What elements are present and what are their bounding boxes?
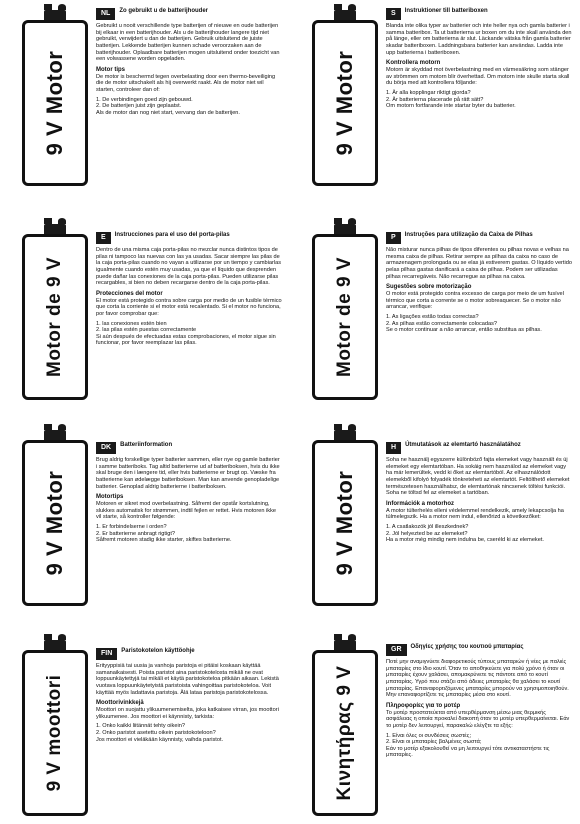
check-item: 2. As pilhas estão correctamente colocadas? [386, 320, 498, 327]
subheading: Protecciones del motor [96, 290, 163, 297]
body-paragraph: De motor is beschermd tegen overbelasting door een thermo-beveiliging die de motor uitschakelt als hij overwerkt raakt. Als de motor niet wil starten, controleer dan of: [96, 73, 276, 94]
battery-label: 9 V Motor [42, 50, 67, 156]
heading: Paristokotelon käyttöohje [121, 648, 195, 654]
check-item: 1. Είναι όλες οι συνδέσεις σωστές; [386, 732, 472, 739]
check-item: 1. Er forbindelserne i orden? [96, 524, 167, 531]
instructions-text [96, 442, 282, 547]
check-item: 2. Jól helyezted be az elemeket? [386, 530, 468, 537]
section-s [290, 0, 580, 206]
heading: Οδηγίες χρήσης του κουτιού μπαταρίας [410, 644, 524, 650]
check-item: 1. Är alla kopplingar riktigt gjorda? [386, 90, 471, 97]
check-item: 2. Onko paristot asetettu oikein paristokoteloon? [96, 730, 216, 737]
footer-paragraph: Såfremt motoren stadig ikke starter, skiftes batterierne. [96, 537, 232, 544]
language-badge: E [96, 232, 111, 244]
heading: Útmutatások az elemtartó használatához [405, 442, 521, 448]
check-item: 1. As ligações estão todas correctas? [386, 314, 479, 321]
body-paragraph: A motor túlterhelés elleni védelemmel rendelkezik, amely lekapcsolja ha túlmelegszik. Ha a motor nem indul, ellenőrizd a következőket: [386, 507, 564, 521]
battery-label: Motor de 9 V [44, 256, 65, 378]
body-paragraph: El motor está protegido contra sobre carga por medio de un fusible térmico que corta la corriente si el motor está recalentado. Si el motor no funciona, por favor comprobar que: [96, 297, 282, 318]
battery-label: 9 V Motor [332, 470, 357, 576]
intro-paragraph: Soha ne használj egyszerre különböző fajta elemeket vagy használt és új elemeket egy elemtartóban. Ha sokáig nem használod az elemeket vagy ha már lemerültek, vedd ki őket az elemtartóból. Az elhasználódott elemekből kifolyó folyadék tönkreteheti az elemtartót. Feltölthető elemeket természetesen használhatsz, de elemtartónak nincsenek töltési funkciói. Soha ne töltsd fel az elemeket a tartóban. [386, 457, 570, 497]
subheading: Πληροφορίες για το μοτέρ [386, 702, 461, 709]
body-paragraph: O motor está protegido contra excesso de carga por meio de um fusível térmico que corta a corrente se o motor sobreaquecer. Se o motor não arrancar, verifique: [386, 291, 564, 311]
language-badge: NL [96, 8, 115, 20]
subheading: Moottorivinkkejä [96, 700, 144, 707]
intro-paragraph: Blanda inte olika typer av batterier och inte heller nya och gamla batterier i samma batteribox. Ta ut batterierna ur boxen om du inte skall använda den på länge, eller om batterierna är slut. Läckande vätska från gamla batterier skadar batteriboxen. Laddningsbara batterier kan användas. Ladda inte upp batterierna i batteriboxen. [386, 23, 572, 56]
footer-paragraph: Se o motor continuar a não arrancar, então substitua as pilhas. [386, 327, 542, 334]
section-gr [290, 618, 580, 824]
instructions-text [96, 8, 282, 119]
intro-paragraph: Erityyppisiä tai uusia ja vanhoja paristoja ei pitäisi koskaan käyttää samanaikaisesti. Poista paristot aina paristokotelosta mikäli ne ovat loppuunkäytettyjä tai mikäli et käytä paristokoteloa pitkään aikaan. Lekistä vuotava loppuunkäytetyistä paristoista vahingoittaa paristokoteloa. Voit käyttää myös ladattavia paristoja. Älä lataa paristoja paristokotelossa. [96, 663, 279, 696]
body-paragraph: Motoren er sikret mod overbelastning. Såfremt der opstår kortslutning, slukkes automatisk for strømmen, indtil fejlen er rettet. Hvis motoren ikke vil starte, så kontroller følgende: [96, 501, 276, 521]
instructions-text [386, 442, 572, 547]
instructions-text [386, 644, 572, 762]
intro-paragraph: Brug aldrig forskellige typer batterier sammen, eller nye og gamle batterier i samme batteriboks. Tag altid batterierne ud af batteriboksen, hvis du ikke skal bruge den i længere tid, eller hvis batterierne er brugt op. Væske fra batterierne kan ødelægge batteriboksen. Man kan anvende genopladelige batterier. Genoplad aldrig batterierne i batteriboksen. [96, 457, 280, 490]
language-badge: H [386, 442, 401, 454]
language-badge: S [386, 8, 401, 20]
section-dk [0, 412, 290, 618]
section-h [290, 412, 580, 618]
subheading: Információk a motorhoz [386, 500, 455, 507]
section-nl [0, 0, 290, 206]
check-item: 1. las conexiones estén bien [96, 320, 167, 327]
check-item: 2. Er batterierne anbragt rigtigt? [96, 530, 175, 537]
battery-label: Motor de 9 V [334, 256, 355, 378]
language-badge: FIN [96, 648, 117, 660]
subheading: Kontrollera motorn [386, 60, 441, 67]
intro-paragraph: Ποτέ μην αναμιγνύετε διαφορετικούς τύπους μπαταριών ή νέες με παλιές μπαταρίες στο ίδιο κουτί. Όταν το αποθηκεύετε για πολύ χρόνο ή όταν οι μπαταρίες έχουν χαλάσει, απομακρύνετε τις πάντοτε από το κουτί μπαταρίας. Υγρό που στάζει από άδειες μπαταρίες θα χαλάσει το κουτί μπαταρίας. Επαναφορτιζόμενες μπαταρίες μπορούν να χρησιμοποιηθούν. Μην επαναφορτίζετε τις μπαταρίες μέσα στο κουτί. [386, 659, 569, 699]
language-badge: P [386, 232, 401, 244]
footer-paragraph: Ha a motor még mindig nem indulna be, cseréld ki az elemeket. [386, 537, 544, 544]
battery-label: 9 V Motor [332, 50, 357, 156]
check-item: 1. Onko kaikki liitännät tehty oikein? [96, 723, 185, 730]
heading: Batteriinformation [120, 442, 173, 448]
heading: Zo gebruikt u de batterijhouder [119, 8, 209, 14]
check-item: 2. Är batterierna placerade på rätt sätt? [386, 96, 484, 103]
battery-label: 9 V Motor [42, 470, 67, 576]
body-paragraph: Moottori on suojattu ylikuumenemiselta, joka katkaisee virran, jos moottori ylikuumenee. Jos moottori ei käynnisty, tarkista: [96, 707, 279, 720]
instructions-text [386, 8, 572, 113]
check-item: 1. De verbindingen goed zijn gebouwd. [96, 96, 193, 103]
footer-paragraph: Om motorn fortfarande inte startar byter du batterier. [386, 103, 516, 110]
subheading: Motortips [96, 494, 124, 501]
body-paragraph: Motorn är skyddad mot överbelastning med en värmesäkring som stänger av strömmen om motorn blir överhettad. Om motorn inte skulle starta skall du börja med att kontrollera följande: [386, 67, 570, 87]
section-fin [0, 618, 290, 824]
instructions-text [386, 232, 572, 337]
intro-paragraph: Gebruikt u nooit verschillende type batterijen of nieuwe en oude batterijen bij elkaar in een batterijhouder. Als u de batterijhouder langere tijd niet gebruikt, verwijdert u dan de batterijen. Gebruik uitsluitend de juiste batterijen. Lekkende batterijen kunnen schade veroorzaken aan de batterijhouder. Oplaadbare batterijen mogen uitsluitend onder toezicht van een volwassene worden opgeladen. [96, 23, 280, 63]
check-item: 2. Είναι οι μπαταρίες βαλμένες σωστά; [386, 739, 482, 746]
instructions-text [96, 232, 282, 350]
check-item: 1. A csatlakozók jól illeszkednek? [386, 524, 469, 531]
language-badge: DK [96, 442, 116, 454]
footer-paragraph: Als de motor dan nog niet start, vervang dan de batterijen. [96, 109, 240, 116]
section-e [0, 206, 290, 412]
footer-paragraph: Si aún después de efectuadas estas comprobaciones, el motor sigue sin funcionar, por favor reemplazar las pilas. [96, 333, 276, 347]
heading: Instrucciones para el uso del porta-pilas [114, 232, 230, 238]
language-badge: GR [386, 644, 407, 656]
battery-label: 9 V moottori [44, 674, 65, 792]
check-item: 2. las pilas estén puestas correctamente [96, 327, 197, 334]
intro-paragraph: Não misturar nunca pilhas de tipos diferentes ou pilhas novas e velhas na mesma caixa de pilhas. Retirar sempre as pilhas da caixa no caso de armazenagem prolongada ou se elas já estiverem gastas. O líquido vertido pelas pilhas gastas danificará a caixa de pilhas. Podem ser utilizadas pilhas recarregáveis. Não recarregue as pilhas na caixa. [386, 247, 572, 280]
subheading: Sugestões sobre motorização [386, 284, 472, 291]
intro-paragraph: Dentro de una misma caja porta-pilas no mezclar nunca distintos tipos de pilas ni tampoco las nuevas con las ya usadas. Sacar siempre las pilas de la caja porta-pilas cuando no vayan a utilizarse por un tiempo y cambiarlas igualmente cuando estén muy usadas, ya que el líquido que desprenden puede dañar las conexiones de la caja porta-pilas. Pueden utilizarse pilas recargables, si bien no deben recargarse dentro de la caja porta-pilas. [96, 247, 282, 287]
heading: Instruktioner till batteriboxen [404, 8, 488, 14]
battery-label: Κινητήρας 9 V [334, 665, 355, 801]
section-p [290, 206, 580, 412]
body-paragraph: Το μοτέρ προστατεύεται από υπερθέρμανση μέσω μιας θερμικής ασφάλειας η οποία προκαλεί διακοπή όταν το μοτέρ υπερθερμαίνεται. Εάν το μοτέρ δεν λειτουργεί, παρακαλώ ελέγξτε τα εξής: [386, 709, 570, 730]
instructions-text [96, 648, 282, 746]
heading: Instruções para utilização da Caixa de Pilhas [404, 232, 533, 238]
subheading: Motor tips [96, 66, 125, 73]
footer-paragraph: Εάν το μοτέρ εξακολουθεί να μη λειτουργεί τότε αντικαταστήστε τις μπαταρίες. [386, 745, 550, 759]
check-item: 2. De batterijen juist zijn geplaatst. [96, 103, 182, 110]
footer-paragraph: Jos moottori ei vieläkään käynnisty, vaihda paristot. [96, 736, 224, 743]
